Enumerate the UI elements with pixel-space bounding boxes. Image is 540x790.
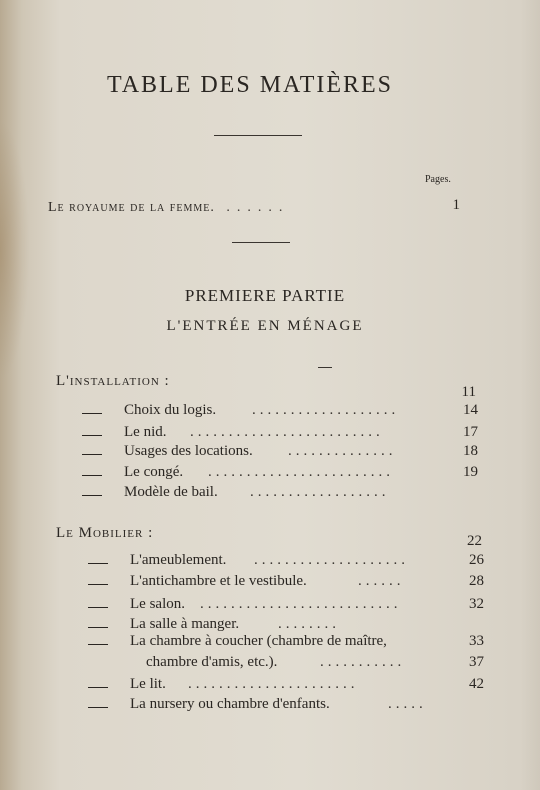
entry-label: Modèle de bail. <box>124 484 218 500</box>
leader-dots: ...................... <box>188 676 359 692</box>
entry-page: 33 <box>469 633 484 649</box>
entry-page: 17 <box>463 424 478 440</box>
leader-dots: ......................... <box>190 424 384 440</box>
intro-page: 1 <box>452 197 460 213</box>
leader-dots: ................... <box>252 402 400 418</box>
toc-entry <box>88 552 484 574</box>
part-heading: PREMIERE PARTIE <box>184 286 346 305</box>
part-subheading: L'ENTRÉE EN MÉNAGE <box>166 318 364 334</box>
entry-label: L'ameublement. <box>130 552 227 568</box>
toc-entry <box>88 654 484 676</box>
leader-dots: .................... <box>254 552 409 568</box>
intro-entry <box>48 200 289 216</box>
entry-label: L'antichambre et le vestibule. <box>130 573 307 589</box>
entry-page: 14 <box>463 402 478 418</box>
page-stain <box>0 120 30 380</box>
leader-dots: ........... <box>320 654 406 670</box>
entry-label: Le lit. <box>130 676 166 692</box>
entry-page: 32 <box>469 596 484 612</box>
toc-entry <box>82 484 478 506</box>
toc-entry <box>82 464 478 486</box>
entry-dash <box>88 644 108 645</box>
toc-entry <box>82 443 478 465</box>
leader-dots: ...... <box>358 573 405 589</box>
entry-label: Le salon. <box>130 596 185 612</box>
entry-label: La chambre à coucher (chambre de maître, <box>130 633 387 649</box>
entry-dash <box>82 495 102 496</box>
entry-dash <box>82 435 102 436</box>
entry-page: 19 <box>463 464 478 480</box>
entry-dash <box>82 454 102 455</box>
toc-entry <box>88 573 484 595</box>
leader-dots: ...... <box>226 200 290 215</box>
entry-dash <box>88 707 108 708</box>
entry-label: Le congé. <box>124 464 184 480</box>
entry-dash <box>88 607 108 608</box>
title-divider <box>214 135 302 136</box>
pages-column-heading: Pages. <box>425 174 451 185</box>
section-heading-installation: L'installation : <box>56 373 170 389</box>
leader-dots: ..... <box>388 696 427 712</box>
entry-page: 26 <box>469 552 484 568</box>
toc-entry <box>82 402 478 424</box>
entry-page: 37 <box>469 654 484 670</box>
entry-label: Choix du logis. <box>124 402 217 418</box>
leader-dots: .......................... <box>200 596 402 612</box>
entry-page: 18 <box>463 443 478 459</box>
entry-dash <box>88 687 108 688</box>
leader-dots: .............. <box>288 443 397 459</box>
entry-dash <box>88 584 108 585</box>
toc-entry <box>88 596 484 618</box>
entry-label: La nursery ou chambre d'enfants. <box>130 696 330 712</box>
entry-dash <box>82 475 102 476</box>
section-page-mobilier: 22 <box>467 533 482 549</box>
leader-dots: ........ <box>278 616 340 632</box>
entry-page: 28 <box>469 573 484 589</box>
page-title: TABLE DES MATIÈRES <box>106 72 394 98</box>
leader-dots: .................. <box>250 484 390 500</box>
entry-dash <box>88 627 108 628</box>
section-divider <box>232 242 290 243</box>
section-page-installation: 11 <box>461 384 476 400</box>
intro-label: Le royaume de la femme. <box>48 200 215 215</box>
entry-page: 42 <box>469 676 484 692</box>
entry-dash <box>82 413 102 414</box>
toc-entry <box>88 696 484 718</box>
small-divider <box>318 367 332 368</box>
toc-entry <box>88 633 484 655</box>
entry-label: La salle à manger. <box>130 616 240 632</box>
entry-dash <box>88 563 108 564</box>
leader-dots: ........................ <box>208 464 394 480</box>
section-heading-mobilier: Le Mobilier : <box>56 525 154 541</box>
entry-label: Le nid. <box>124 424 167 440</box>
entry-label: Usages des locations. <box>124 443 253 459</box>
toc-entry <box>88 676 484 698</box>
entry-label: chambre d'amis, etc.). <box>146 654 278 670</box>
